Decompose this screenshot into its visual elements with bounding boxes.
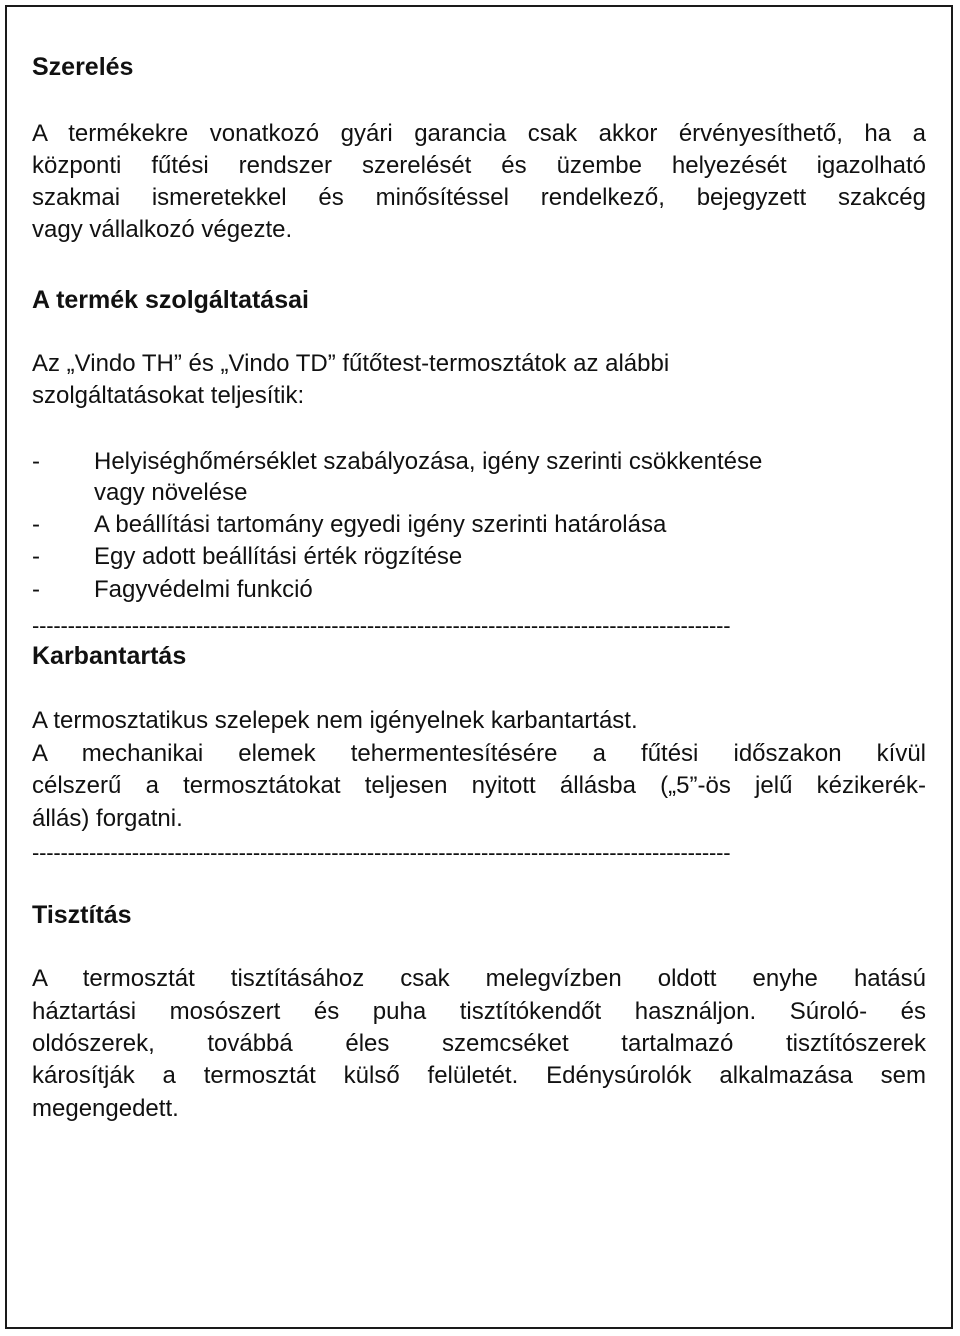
paragraph-line: károsítják a termosztát külső felületét. Edénysúrolók alkalmazása sem xyxy=(32,1062,926,1089)
paragraph-line: állás) forgatni. xyxy=(32,805,183,832)
bullet-marker: - xyxy=(32,576,40,603)
paragraph-line: háztartási mosószert és puha tisztítókendőt használjon. Súroló- és xyxy=(32,998,926,1025)
bullet-marker: - xyxy=(32,448,40,475)
paragraph-line: központi fűtési rendszer szerelését és üzembe helyezését igazolható xyxy=(32,152,926,179)
paragraph-line: Az „Vindo TH” és „Vindo TD” fűtőtest-termosztátok az alábbi xyxy=(32,350,670,377)
list-item: Helyiséghőmérséklet szabályozása, igény szerinti csökkentése xyxy=(94,448,763,475)
section-title-szereles: Szerelés xyxy=(32,53,134,81)
paragraph-line: A termékekre vonatkozó gyári garancia csak akkor érvényesíthető, ha a xyxy=(32,120,926,147)
list-item: Fagyvédelmi funkció xyxy=(94,576,313,603)
bullet-marker: - xyxy=(32,511,40,538)
paragraph-line: oldószerek, továbbá éles szemcséket tartalmazó tisztítószerek xyxy=(32,1030,926,1057)
list-item-continuation: vagy növelése xyxy=(94,479,248,506)
paragraph-line: A termosztatikus szelepek nem igényelnek karbantartást. xyxy=(32,707,638,734)
paragraph-line: célszerű a termosztátokat teljesen nyitott állásba („5”-ös jelű kézikerék- xyxy=(32,772,926,799)
list-item: A beállítási tartomány egyedi igény szerinti határolása xyxy=(94,511,667,538)
dashed-divider: -------------------------------------------------------------------------------------------------- xyxy=(32,841,731,865)
paragraph-line: szolgáltatásokat teljesítik: xyxy=(32,382,305,409)
section-title-szolgaltatasok: A termék szolgáltatásai xyxy=(32,286,309,314)
paragraph-line: vagy vállalkozó végezte. xyxy=(32,216,293,243)
paragraph-line: A mechanikai elemek tehermentesítésére a fűtési időszakon kívül xyxy=(32,740,926,767)
paragraph-line: megengedett. xyxy=(32,1095,179,1122)
list-item: Egy adott beállítási érték rögzítése xyxy=(94,543,463,570)
section-title-tisztitas: Tisztítás xyxy=(32,901,132,929)
paragraph-line: A termosztát tisztításához csak melegvízben oldott enyhe hatású xyxy=(32,965,926,992)
section-title-karbantartas: Karbantartás xyxy=(32,642,187,670)
dashed-divider: -------------------------------------------------------------------------------------------------- xyxy=(32,614,731,638)
bullet-marker: - xyxy=(32,543,40,570)
paragraph-line: szakmai ismeretekkel és minősítéssel rendelkező, bejegyzett szakcég xyxy=(32,184,926,211)
